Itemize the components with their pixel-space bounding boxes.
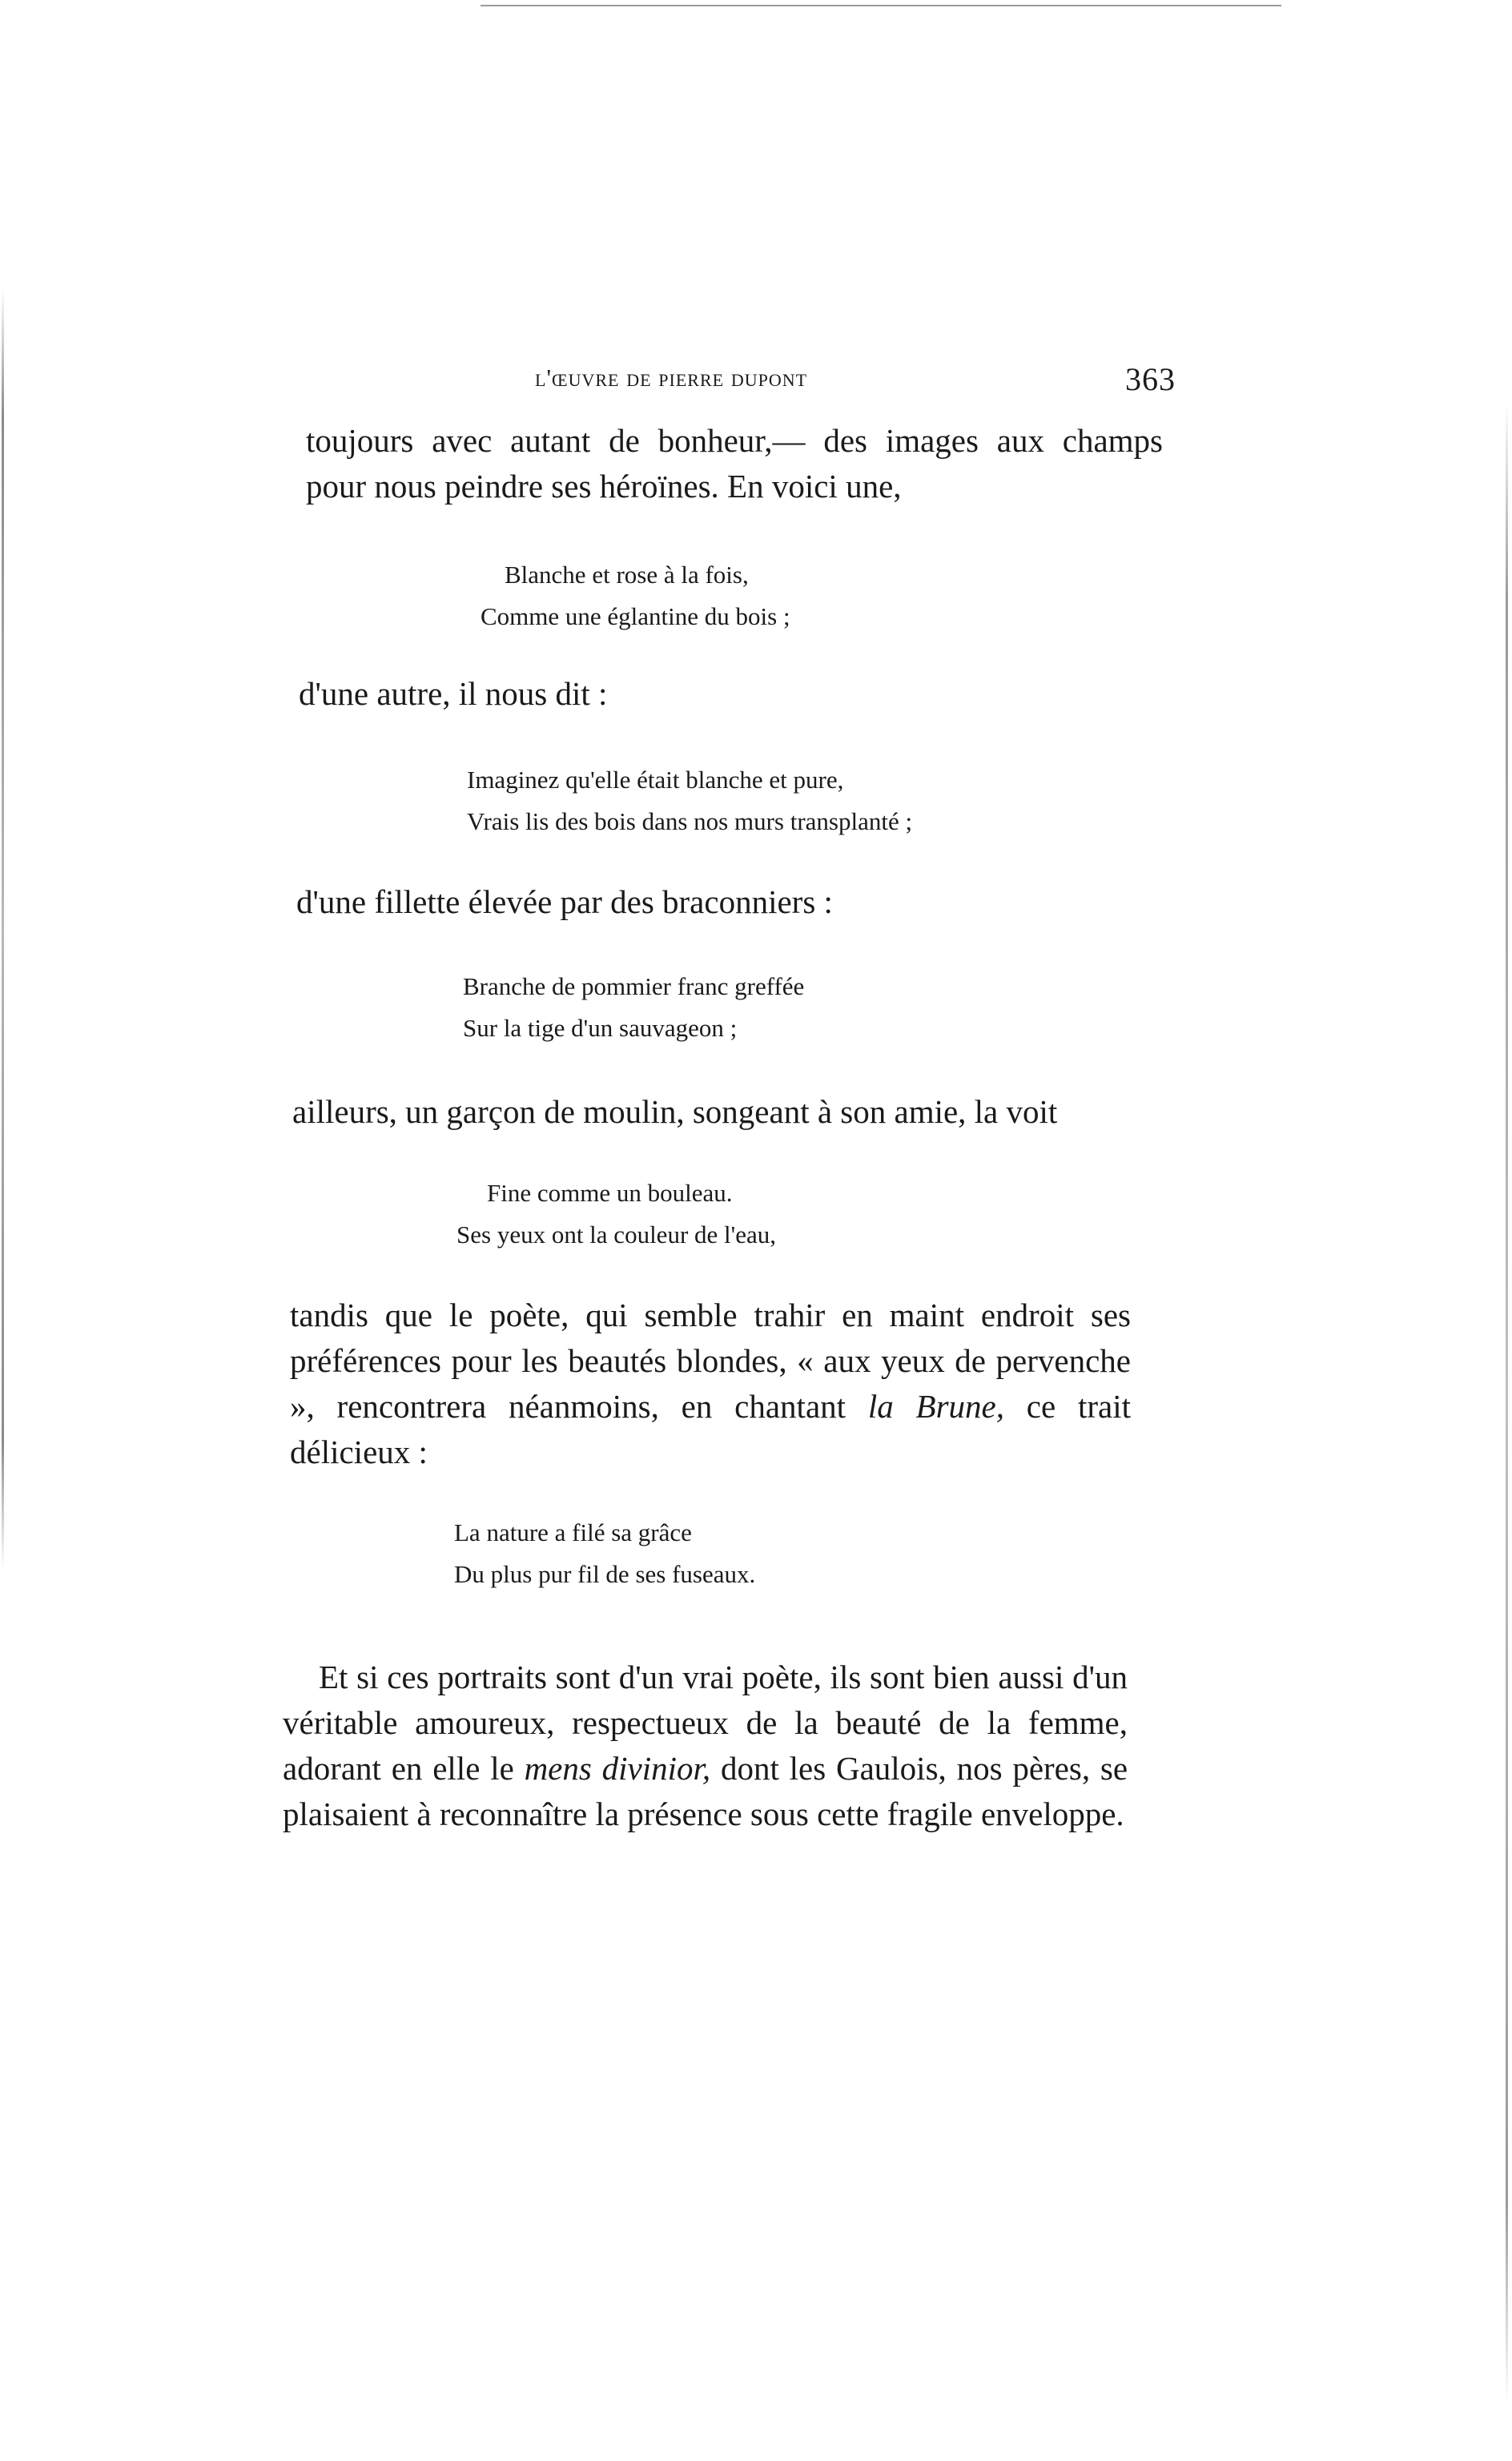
paragraph-4: ailleurs, un garçon de moulin, songeant à son amie, la voit (292, 1093, 1058, 1130)
verse-quote-4 (456, 1172, 776, 1256)
verse-line: Blanche et rose à la fois, (505, 561, 749, 589)
paragraph-6-text-b: dont les Gaulois, nos pères, se plaisaient à reconnaître la présence sous cette fragile enveloppe. (283, 1750, 1128, 1832)
verse-quote-3 (463, 966, 804, 1049)
paragraph-5 (290, 1293, 1131, 1475)
scan-top-rule (481, 5, 1281, 6)
paragraph-5-italic: la Brune, (867, 1388, 1004, 1425)
paragraph-5-text-a: tandis que le poète, qui semble trahir en maint endroit ses préférences pour les beautés blondes, « aux yeux de pervenche », rencontrera néanmoins, en chantant (290, 1297, 1131, 1425)
paragraph-1-line-1: toujours avec autant de bonheur,— des images aux champs (306, 422, 1163, 459)
verse-line: La nature a filé sa grâce (454, 1518, 692, 1546)
verse-quote-2 (467, 759, 912, 842)
verse-line: Du plus pur fil de ses fuseaux. (454, 1560, 756, 1588)
running-header (535, 360, 1176, 408)
paragraph-1-line-2: pour nous peindre ses héroïnes. En voici une, (306, 468, 902, 505)
paragraph-2: d'une autre, il nous dit : (299, 675, 608, 712)
verse-line: Branche de pommier franc greffée (463, 972, 805, 1000)
paragraph-6-text-a: Et si ces portraits sont d'un vrai poète, ils sont bien aussi d'un véritable amoureux, respectueux de la beauté de la femme, adorant en elle le (283, 1659, 1128, 1787)
verse-line: Imaginez qu'elle était blanche et pure, (467, 766, 844, 794)
verse-line: Ses yeux ont la couleur de l'eau, (456, 1220, 776, 1249)
page-number: 363 (1125, 361, 1176, 397)
verse-line: Vrais lis des bois dans nos murs transplanté ; (467, 807, 913, 835)
paragraph-3: d'une fillette élevée par des braconniers : (296, 883, 833, 920)
paragraph-6-italic: mens divinior, (524, 1750, 711, 1787)
verse-line: Sur la tige d'un sauvageon ; (463, 1014, 738, 1042)
verse-quote-5 (454, 1512, 755, 1595)
scan-left-edge (2, 288, 4, 1570)
paragraph-6 (283, 1655, 1128, 1837)
running-title: l'œuvre de pierre dupont (535, 364, 808, 392)
verse-quote-1 (481, 554, 790, 637)
verse-line: Fine comme un bouleau. (487, 1179, 733, 1207)
verse-line: Comme une églantine du bois ; (481, 602, 790, 630)
paragraph-5-text-b: ce trait délicieux : (290, 1388, 1131, 1470)
scan-right-edge (1506, 400, 1508, 2403)
